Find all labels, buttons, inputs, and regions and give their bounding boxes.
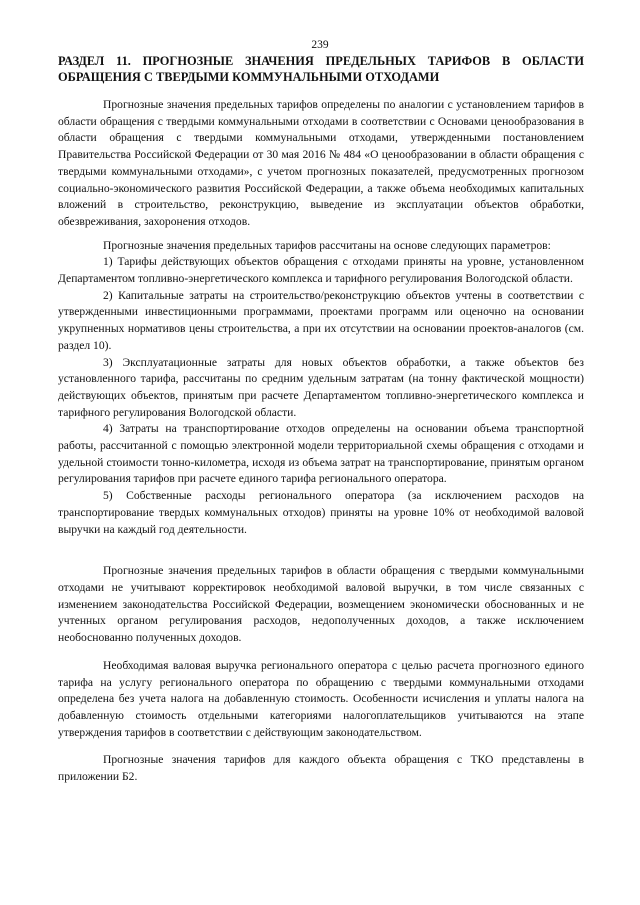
paragraph-intro: Прогнозные значения предельных тарифов определены по аналогии с установлением тарифов в области обращения с твердыми коммунальными отходами в соответствии с Основами ценообразования в области обращения с твердыми коммунальными отходами, утвержденными постановлением Правительства Российской Федерации от 30 мая 2016 № 484 «О ценообразовании в области обращения с твердыми коммунальными отходами», с учетом прогнозных показателей, предусмотренных прогнозом социально-экономического развития Российской Федерации, а также объема необходимых капитальных вложений в строительство, реконструкцию, выведение из эксплуатации объектов обработки, обезвреживания, захоронения отходов.: [58, 98, 584, 228]
list-item-transport-costs: 4) Затраты на транспортирование отходов определены на основании объема транспортной работы, рассчитанной с помощью электронной модели территориальной схемы обращения с отходами и удельной стоимости тонно-километра, исходя из объема затрат на транспортирование, принятым органом регулирования тарифов при расчете единого тарифа регионального оператора.: [58, 422, 584, 486]
paragraph-vat: Необходимая валовая выручка регионального оператора с целью расчета прогнозного единого тарифа на услугу регионального оператора по обращению с твердыми коммунальными отходами определена без учета налога на добавленную стоимость. Особенности исчисления и уплаты налога на добавленную стоимость отдельными категориями налогоплательщиков учитываются на этапе утверждения тарифов в соответствии с действующим законодательством.: [58, 658, 584, 739]
paragraph-adjustments: Прогнозные значения предельных тарифов в области обращения с твердыми коммунальными отходами не учитывают корректировок необходимой валовой выручки, в том числе связанных с изменением законодательства Российской Федерации, возмещением экономически обоснованных и не учтенных органом регулирования расходов, недополученных доходов, а также исключением необоснованно полученных доходов.: [58, 564, 584, 645]
section-body: [58, 97, 584, 786]
page-number: 239: [311, 39, 329, 51]
paragraph-parameters-lead: Прогнозные значения предельных тарифов рассчитаны на основе следующих параметров:: [103, 238, 551, 252]
section-heading: РАЗДЕЛ 11. ПРОГНОЗНЫЕ ЗНАЧЕНИЯ ПРЕДЕЛЬНЫХ ТАРИФОВ В ОБЛАСТИ ОБРАЩЕНИЯ С ТВЕРДЫМИ КОММУНАЛЬНЫМИ ОТХОДАМИ: [58, 54, 584, 84]
paragraph-appendix-reference: Прогнозные значения тарифов для каждого объекта обращения с ТКО представлены в приложении Б2.: [58, 753, 584, 784]
list-item-tariffs: 1) Тарифы действующих объектов обращения с отходами приняты на уровне, установленном Департаментом топливно-энергетического комплекса и тарифного регулирования Вологодской области.: [58, 255, 584, 286]
list-item-capital-costs: 2) Капитальные затраты на строительство/реконструкцию объектов учтены в соответствии с утвержденными инвестиционными программами, проектами программ или оценочно на основании укрупненных нормативов цены строительства, а при их отсутствии на основании проектов-аналогов (см. раздел 10).: [58, 288, 584, 352]
list-item-operating-costs: 3) Эксплуатационные затраты для новых объектов обработки, а также объектов без установленного тарифа, рассчитаны по средним удельным затратам (на тонну фактической мощности) действующих объектов, принятым при расчете Департаментом топливно-энергетического комплекса и тарифного регулирования Вологодской области.: [58, 355, 584, 419]
list-item-operator-expenses: 5) Собственные расходы регионального оператора (за исключением расходов на транспортирование твердых коммунальных отходов) приняты на уровне 10% от необходимой валовой выручки на каждый год деятельности.: [58, 489, 584, 536]
